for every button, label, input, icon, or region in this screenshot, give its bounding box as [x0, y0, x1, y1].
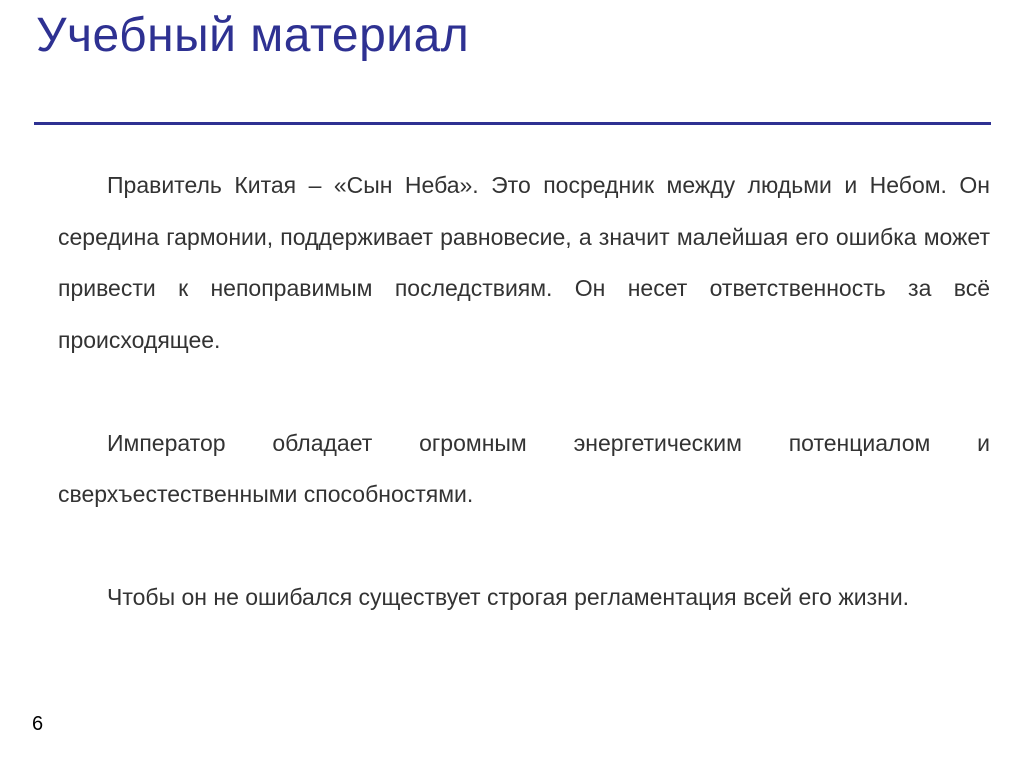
page-number: 6 — [32, 713, 44, 735]
slide-body — [58, 160, 990, 624]
paragraph-regulation: Чтобы он не ошибался существует строгая регламентация всей его жизни. — [107, 584, 910, 610]
title-underline — [34, 122, 991, 125]
slide-title: Учебный материал — [36, 9, 470, 62]
paragraph-ruler: Правитель Китая – «Сын Неба». Это посредник между людьми и Небом. Он середина гармонии, поддерживает равновесие, а значит малейшая его ошибка может привести к непоправимым последствиям. Он несет ответственность за всё происходящее. — [58, 172, 990, 353]
paragraph-spacer — [58, 521, 990, 573]
paragraph-spacer — [58, 366, 990, 418]
paragraph-emperor: Император обладает огромным энергетическим потенциалом и сверхъестественными способностями. — [58, 429, 990, 507]
